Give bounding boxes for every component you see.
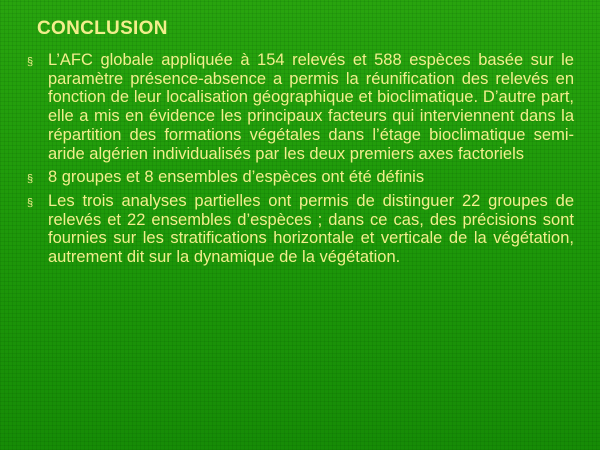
bullet-text: 8 groupes et 8 ensembles d’espèces ont été définis bbox=[48, 168, 425, 187]
bullet-item bbox=[26, 51, 574, 163]
bullet-text: L’AFC globale appliquée à 154 relevés et 588 espèces basée sur le paramètre présence-absence a permis la réunification des relevés en fonction de leur localisation géographique et bioclimatique. D’autre part, elle a mis en évidence les principaux facteurs qui interviennent dans la répartition des formations végétales dans l’étage bioclimatique semi-aride algérien individualisés par les deux premiers axes factoriels bbox=[48, 51, 574, 163]
bullet-marker-icon: § bbox=[27, 173, 34, 186]
bullet-text: Les trois analyses partielles ont permis de distinguer 22 groupes de relevés et 22 ensembles d’espèces ; dans ce cas, des précisions sont fournies sur les stratifications horizontale et verticale de la végétation, autrement dit sur la dynamique de la végétation. bbox=[48, 191, 574, 267]
bullet-marker-icon: § bbox=[27, 196, 34, 209]
bullet-item bbox=[26, 192, 574, 267]
bullet-marker-icon: § bbox=[27, 56, 34, 68]
bullet-list bbox=[26, 51, 574, 272]
bullet-item bbox=[26, 168, 574, 187]
slide-title: CONCLUSION bbox=[37, 18, 168, 39]
